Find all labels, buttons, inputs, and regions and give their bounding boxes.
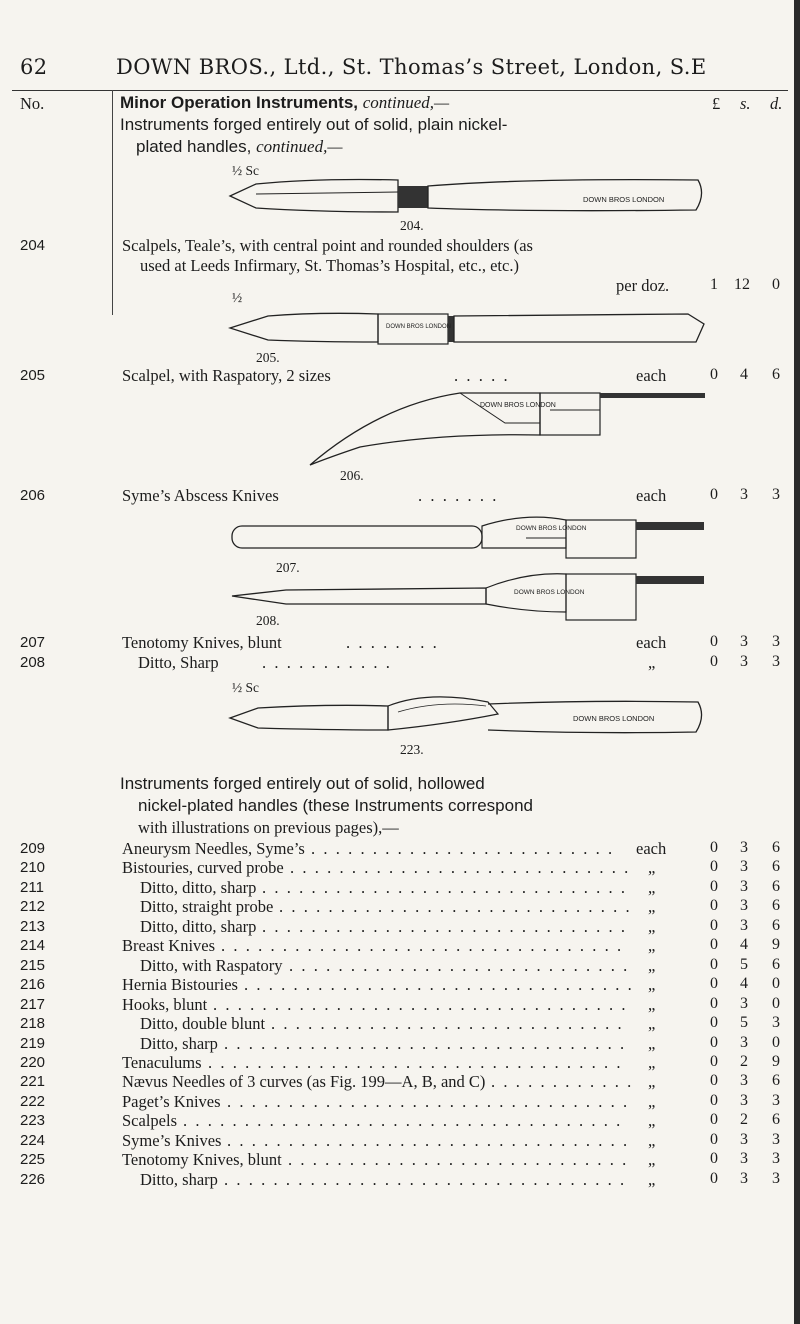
price-shillings: 3 [740,1072,748,1089]
price-pounds: 0 [710,1053,718,1070]
price-pounds: 0 [710,1111,718,1128]
figure-label-223: 223. [400,742,424,757]
price-pounds: 0 [710,1150,718,1167]
price-pence: 6 [772,1072,780,1089]
entry-unit: „ [648,995,656,1014]
dot-leader: . . . . . . . . . . . [262,653,390,672]
maker-stamp: DOWN BROS LONDON [386,324,452,330]
price-pence: 0 [772,995,780,1012]
entry-number: 206 [20,487,46,504]
entry-number: 207 [20,634,46,651]
entry-description: Scalpels [122,1111,177,1130]
price-pounds: 0 [710,897,718,914]
price-shillings: 3 [740,653,748,670]
price-shillings: 4 [740,366,748,383]
entry-number: 220 [20,1054,46,1071]
figure-label-207: 207. [276,560,300,575]
price-pounds: 0 [710,936,718,953]
dot-leader: . . . . . . . . . . . . . . . . . . . . . . . . . [311,839,621,858]
entry-description: Ditto, with Raspatory [140,956,283,975]
entry-number: 218 [20,1015,46,1032]
page-title: DOWN BROS., Ltd., St. Thomas’s Street, London, S.E [116,55,707,79]
entry-number: 223 [20,1112,46,1129]
entry-unit: „ [648,936,656,955]
figure-label-204: 204. [400,218,424,233]
dot-leader: . . . . . . . . . . . . . . . . . . . . . . . . . . . . [289,956,636,975]
section2-heading-line3: with illustrations on previous pages),— [138,818,399,837]
dot-leader: . . . . . . . . . . . . . . . . . . . . . . . . . . . . . . . . . . . . [183,1111,629,1130]
entry-unit: „ [648,956,656,975]
entry-unit: „ [648,1092,656,1111]
column-header-shillings: s. [740,94,751,113]
price-pence: 3 [772,1131,780,1148]
entry-unit: „ [648,878,656,897]
entry-number: 226 [20,1171,46,1188]
maker-stamp: DOWN BROS LONDON [480,402,556,409]
entry-description: Hooks, blunt [122,995,208,1014]
entry-description: Syme’s Knives [122,1131,222,1150]
price-pence: 0 [772,1034,780,1051]
entry-unit: „ [648,653,656,672]
dot-leader: . . . . . . . . . . . . . . . . . . . . . . . . . . . . . . . . . . [208,1053,629,1072]
price-shillings: 3 [740,839,748,856]
column-header-no: No. [20,94,45,113]
dot-leader: . . . . . [454,366,508,385]
price-pence: 6 [772,858,780,875]
price-pence: 6 [772,366,780,383]
entry-description: Ditto, ditto, sharp [140,878,257,897]
price-pence: 9 [772,1053,780,1070]
price-pence: 6 [772,878,780,895]
figure-scale-label: ½ Sc [232,163,259,178]
price-pence: 6 [772,897,780,914]
entry-unit: each [636,366,667,385]
dot-leader: . . . . . . . . . . . . . . . . . . . . . . . . . . . . . . . . . [221,936,630,955]
price-pence: 3 [772,1170,780,1187]
entry-unit: each [636,633,667,652]
price-pence: 3 [772,653,780,670]
entry-description: Hernia Bistouries [122,975,238,994]
dot-leader: . . . . . . . . . . . . . . . . . . . . . . . . . . . . . [279,897,638,916]
price-shillings: 4 [740,936,748,953]
price-shillings: 4 [740,975,748,992]
page-edge [794,0,800,1324]
price-shillings: 2 [740,1111,748,1128]
price-pounds: 0 [710,917,718,934]
entry-description: Tenaculums [122,1053,202,1072]
entry-unit: each [636,486,667,505]
entry-description: Ditto, sharp [140,1170,218,1189]
price-pence: 3 [772,486,780,503]
figure-scale-label: ½ [232,290,243,305]
entry-description: Paget’s Knives [122,1092,221,1111]
entry-unit: „ [648,1072,656,1091]
price-pounds: 0 [710,1072,718,1089]
price-pounds: 0 [710,1092,718,1109]
entry-number: 209 [20,840,46,857]
entry-description: Ditto, double blunt [140,1014,266,1033]
header-rule [12,90,788,91]
entry-description: Tenotomy Knives, blunt [122,1150,282,1169]
figure-scale-label: ½ Sc [232,680,259,695]
entry-description: Ditto, sharp [140,1034,218,1053]
entry-unit: „ [648,1111,656,1130]
price-pence: 3 [772,1150,780,1167]
entry-unit: „ [648,1170,656,1189]
entry-unit: per doz. [616,276,670,295]
price-pounds: 0 [710,995,718,1012]
price-pounds: 0 [710,366,718,383]
price-shillings: 3 [740,486,748,503]
price-shillings: 3 [740,1092,748,1109]
price-shillings: 3 [740,1034,748,1051]
price-shillings: 5 [740,1014,748,1031]
dot-leader: . . . . . . . . . . . . . . . . . . . . . . . . . . . . . . . . . [224,1170,633,1189]
entry-number: 214 [20,937,46,954]
price-pounds: 0 [710,1014,718,1031]
entry-number: 219 [20,1035,46,1052]
scalpel-raspatory-illustration-205 [228,306,708,350]
price-pounds: 0 [710,1170,718,1187]
section-heading-italic: continued,— [362,93,450,112]
price-shillings: 3 [740,1131,748,1148]
entry-unit: „ [648,897,656,916]
entry-number: 208 [20,654,46,671]
price-pounds: 0 [710,858,718,875]
price-shillings: 3 [740,1170,748,1187]
entry-description: Ditto, Sharp [138,653,219,672]
entry-number: 222 [20,1093,46,1110]
section-subheading-text: plated handles, [136,137,252,156]
entry-unit: „ [648,1034,656,1053]
scalpel-illustration-204 [228,172,708,220]
entry-number: 217 [20,996,46,1013]
price-shillings: 2 [740,1053,748,1070]
price-shillings: 3 [740,1150,748,1167]
price-pounds: 1 [710,276,718,293]
entry-unit: „ [648,858,656,877]
price-pence: 6 [772,839,780,856]
entry-unit: „ [648,917,656,936]
dot-leader: . . . . . . . . . . . . . . . . . . . . . . . . . . . . . . . . . [227,1131,636,1150]
section2-heading-line2: nickel-plated handles (these Instruments correspond [138,796,533,815]
figure-label-206: 206. [340,468,364,483]
entry-number: 225 [20,1151,46,1168]
entry-number: 204 [20,237,46,254]
price-shillings: 3 [740,995,748,1012]
price-pounds: 0 [710,633,718,650]
figure-label-205: 205. [256,350,280,365]
section-subheading-2 [136,137,342,157]
section-heading [120,93,449,113]
price-pounds: 0 [710,878,718,895]
section-subheading-italic: continued,— [256,137,343,156]
maker-stamp: DOWN BROS LONDON [516,525,587,532]
entry-description: Ditto, ditto, sharp [140,917,257,936]
dot-leader: . . . . . . . . . . . . . . . . . . . . . . . . . . . . . . . . . [224,1034,633,1053]
price-shillings: 5 [740,956,748,973]
price-pounds: 0 [710,486,718,503]
entry-description-line1: Scalpels, Teale’s, with central point and rounded shoulders (as [122,236,533,255]
dot-leader: . . . . . . . . . . . . . . . . . . . . . . . . . . . . . . . . [244,975,640,994]
dot-leader: . . . . . . . . [346,633,437,652]
entry-number: 216 [20,976,46,993]
column-header-pence: d. [770,94,783,113]
entry-description: Bistouries, curved probe [122,858,284,877]
price-pence: 6 [772,956,780,973]
entry-number: 215 [20,957,46,974]
section-subheading-1: Instruments forged entirely out of solid, plain nickel- [120,115,508,134]
dot-leader: . . . . . . . . . . . . [491,1072,640,1091]
price-pence: 9 [772,936,780,953]
price-pence: 3 [772,1014,780,1031]
dot-leader: . . . . . . . . . . . . . . . . . . . . . . . . . . . . . . [262,917,634,936]
entry-description: Aneurysm Needles, Syme’s [122,839,305,858]
maker-stamp: DOWN BROS LONDON [583,195,665,204]
price-pounds: 0 [710,975,718,992]
price-pence: 0 [772,975,780,992]
entry-number: 212 [20,898,46,915]
dot-leader: . . . . . . . . . . . . . . . . . . . . . . . . . . . . . . . . . . [213,995,634,1014]
price-pence: 6 [772,917,780,934]
price-shillings: 3 [740,858,748,875]
dot-leader: . . . . . . . . . . . . . . . . . . . . . . . . . . . . . [271,1014,630,1033]
section2-heading-line1: Instruments forged entirely out of solid, hollowed [120,774,485,793]
price-shillings: 3 [740,878,748,895]
entry-unit: „ [648,1053,656,1072]
entry-unit: „ [648,1150,656,1169]
entry-number: 213 [20,918,46,935]
price-shillings: 3 [740,897,748,914]
dot-leader: . . . . . . . [418,486,497,505]
entry-unit: each [636,839,667,858]
entry-number: 211 [20,879,44,896]
dot-leader: . . . . . . . . . . . . . . . . . . . . . . . . . . . . . . . . . [227,1092,636,1111]
column-rule [112,90,113,315]
entry-number: 205 [20,367,46,384]
entry-description: Breast Knives [122,936,216,955]
price-shillings: 3 [740,633,748,650]
price-pounds: 0 [710,653,718,670]
dot-leader: . . . . . . . . . . . . . . . . . . . . . . . . . . . . [288,1150,635,1169]
maker-stamp: DOWN BROS LONDON [573,714,655,723]
price-pence: 6 [772,1111,780,1128]
price-pounds: 0 [710,1034,718,1051]
column-header-pounds: £ [712,94,721,113]
entry-description: Nævus Needles of 3 curves (as Fig. 199—A, B, and C) [122,1072,486,1091]
entry-description: Ditto, straight probe [140,897,274,916]
entry-unit: „ [648,975,656,994]
entry-unit: „ [648,1131,656,1150]
entry-description: Tenotomy Knives, blunt [122,633,282,652]
scalpel-illustration-223 [228,694,708,742]
entry-number: 221 [20,1073,46,1090]
price-shillings: 3 [740,917,748,934]
figure-label-208: 208. [256,613,280,628]
entry-number: 224 [20,1132,46,1149]
price-pence: 0 [772,276,780,293]
page-number: 62 [20,55,48,79]
price-pounds: 0 [710,839,718,856]
entry-description-line2: used at Leeds Infirmary, St. Thomas’s Hospital, etc., etc.) [140,256,519,275]
abscess-knife-illustration-206 [300,385,710,475]
entry-unit: „ [648,1014,656,1033]
entry-description: Syme’s Abscess Knives [122,486,279,505]
price-pounds: 0 [710,1131,718,1148]
section-heading-bold: Minor Operation Instruments, [120,93,359,112]
dot-leader: . . . . . . . . . . . . . . . . . . . . . . . . . . . . . . [262,878,634,897]
maker-stamp: DOWN BROS LONDON [514,589,585,596]
entry-description: Scalpel, with Raspatory, 2 sizes [122,366,331,385]
price-pence: 3 [772,1092,780,1109]
price-shillings: 12 [734,276,750,293]
price-pounds: 0 [710,956,718,973]
dot-leader: . . . . . . . . . . . . . . . . . . . . . . . . . . . . [290,858,637,877]
price-pence: 3 [772,633,780,650]
entry-number: 210 [20,859,46,876]
